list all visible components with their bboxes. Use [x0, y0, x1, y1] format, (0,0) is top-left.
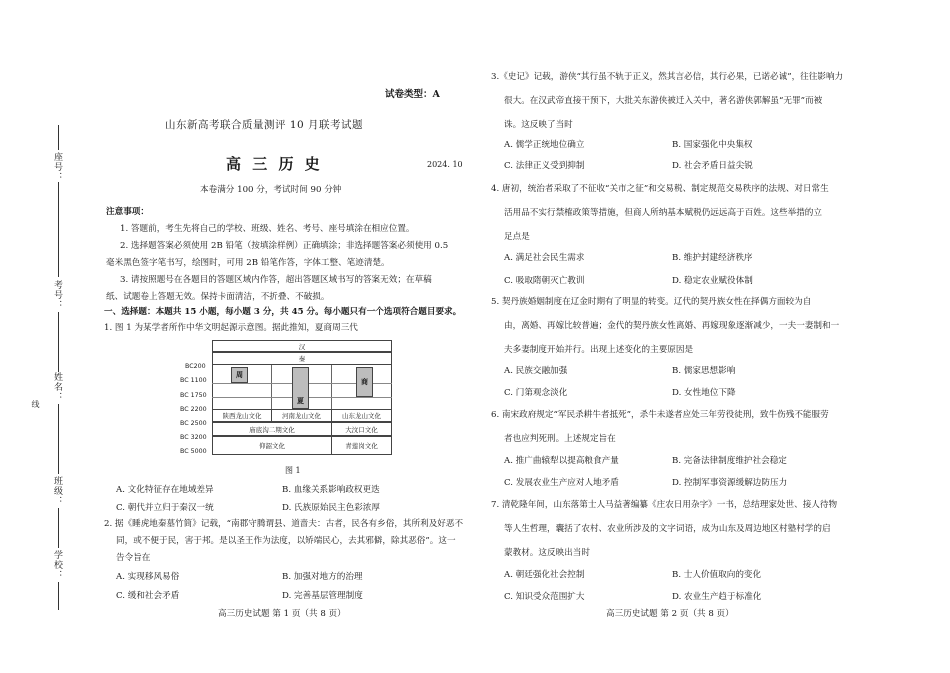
option: C. 法律正义受到抑制	[504, 161, 585, 171]
bc-label: BC 5000	[180, 448, 207, 455]
bc-label: BC 2200	[180, 406, 207, 413]
option: A. 实现移风易俗	[116, 572, 180, 582]
note-line: 纸、试题卷上答题无效。保持卡面清洁，不折叠、不破损。	[106, 292, 330, 302]
exam-name: 山东新高考联合质量测评 10 月联考试题	[165, 119, 364, 131]
qin-band: 秦	[212, 352, 392, 365]
option: B. 儒家思想影响	[672, 366, 736, 376]
q5-line: 5. 契丹族婚姻制度在辽金时期有了明显的转变。辽代的契丹族女性在择偶方面较为自	[491, 297, 812, 307]
seat-label: 座号：	[52, 152, 62, 182]
q5-line: 夫多妻制度开始并行。出现上述变化的主要原因是	[504, 345, 694, 355]
option: C. 知识受众范围扩大	[504, 592, 585, 602]
q3-line: 很大。在汉武帝直接干预下，大批关东游侠被迁入关中，著名游侠郭解虽“无罪”而被	[504, 96, 823, 106]
figure-caption: 图 1	[285, 466, 301, 475]
option: A. 民族交融加强	[504, 366, 568, 376]
culture-f: 仰韶文化	[212, 436, 332, 455]
note-line: 1. 答题前，考生先将自己的学校、班级、姓名、考号、座号填涂在相应位置。	[120, 224, 415, 234]
xia-block: 夏	[292, 367, 309, 409]
footer-left: 高三历史试题 第 1 页（共 8 页）	[218, 609, 346, 619]
q4-line: 活用品不实行禁榷政策等措施，但商人所纳基本赋税仍远远高于百姓。这些举措的立	[504, 208, 822, 218]
q4-line: 4. 唐初，统治者采取了不征收“关市之征”和交易税、制定规范交易秩序的法规、对日常生	[491, 184, 829, 194]
culture-g: 青莲岗文化	[331, 436, 392, 455]
q6-line: 6. 南宋政府规定“军民杀耕牛者抵死”，杀牛未遂者应处三年劳役徒刑，致牛伤残不能服劳	[491, 410, 829, 420]
q1-stem: 1. 图 1 为某学者所作中华文明起源示意图。据此推知，夏商周三代	[104, 323, 358, 333]
notes-title: 注意事项：	[106, 207, 149, 217]
exam-no-label: 考号：	[52, 280, 62, 310]
option: A. 朝廷强化社会控制	[504, 570, 585, 580]
culture-a: 陕西龙山文化	[212, 409, 272, 422]
bc-label: BC 2500	[180, 420, 207, 427]
option: D. 社会矛盾日益尖锐	[672, 161, 753, 171]
option: B. 血缘关系影响政权更迭	[282, 485, 380, 495]
option: D. 氏族原始民主色彩浓厚	[282, 503, 380, 513]
option: A. 文化特征存在地域差异	[116, 485, 214, 495]
q2-line: 2. 据《睡虎地秦墓竹简》记载，“南郡守腾谓县、道啬夫：古者，民各有乡俗，其所利及好恶不	[104, 519, 464, 529]
q7-line: 蒙教材。这反映出当时	[504, 548, 590, 558]
q6-line: 者也应判死刑。上述规定旨在	[504, 434, 616, 444]
bc-label: BC 1750	[180, 392, 207, 399]
footer-right: 高三历史试题 第 2 页（共 8 页）	[606, 609, 734, 619]
culture-e: 大汶口文化	[331, 422, 392, 436]
q7-line: 等人生哲理，囊括了农村、农业所涉及的文字词语，成为山东及周边地区村塾村学的启	[504, 524, 831, 534]
option: B. 加强对地方的治理	[282, 572, 363, 582]
option: A. 儒学正统地位确立	[504, 140, 585, 150]
exam-date: 2024. 10	[427, 160, 463, 169]
option: D. 完善基层管理制度	[282, 591, 363, 601]
culture-b: 河南龙山文化	[271, 409, 332, 422]
name-label: 姓名：	[52, 372, 62, 402]
option: B. 维护封建经济秩序	[672, 253, 753, 263]
class-label: 班级：	[52, 476, 62, 506]
q2-line: 同，或不便于民，害于邦。是以圣王作为法度，以矫端民心，去其邪僻，除其恶俗”。这一	[116, 536, 456, 546]
shang-block: 商	[356, 367, 373, 397]
option: B. 士人价值取向的变化	[672, 570, 762, 580]
option: D. 稳定农业赋役体制	[672, 276, 753, 286]
option: D. 女性地位下降	[672, 388, 736, 398]
subject-title: 高 三 历 史	[226, 155, 323, 173]
option: C. 缓和社会矛盾	[116, 591, 180, 601]
q2-line: 告令旨在	[116, 553, 151, 563]
option: C. 发展农业生产应对人地矛盾	[504, 478, 619, 488]
option: C. 吸取隋朝灭亡教训	[504, 276, 585, 286]
option: D. 农业生产趋于标准化	[672, 592, 762, 602]
note-line: 2. 选择题答案必须使用 2B 铅笔（按填涂样例）正确填涂；非选择题答案必须使用 0.5	[120, 241, 449, 251]
han-band: 汉	[212, 340, 392, 352]
culture-c: 山东龙山文化	[331, 409, 392, 422]
section-heading: 一、选择题：本题共 15 小题，每小题 3 分，共 45 分。每小题只有一个选项符合题目要求。	[104, 307, 462, 317]
cut-line-char: 线	[31, 400, 40, 409]
q7-line: 7. 清乾隆年间，山东落第士人马益著编纂《庄农日用杂字》一书，总结理家处世、接人待物	[491, 500, 838, 510]
note-line: 毫米黑色签字笔书写，绘图时，可用 2B 铅笔作答，字体工整、笔迹清楚。	[106, 258, 390, 268]
note-line: 3. 请按照题号在各题目的答题区域内作答，超出答题区域书写的答案无效；在草稿	[120, 275, 432, 285]
option: D. 控制军事资源缓解边防压力	[672, 478, 788, 488]
school-label: 学校：	[52, 550, 62, 580]
option: C. 朝代并立归于秦汉一统	[116, 503, 214, 513]
option: C. 门第观念淡化	[504, 388, 568, 398]
bc-label: BC 3200	[180, 434, 207, 441]
score-info: 本卷满分 100 分，考试时间 90 分钟	[200, 185, 342, 195]
culture-d: 庙底沟二期文化	[212, 422, 332, 436]
q3-line: 诛。这反映了当时	[504, 120, 573, 130]
q4-line: 足点是	[504, 232, 530, 242]
option: B. 完备法律制度维护社会稳定	[672, 456, 787, 466]
paper-type: 试卷类型：A	[385, 89, 440, 100]
option: A. 推广曲辕犁以提高粮食产量	[504, 456, 619, 466]
option: B. 国家强化中央集权	[672, 140, 753, 150]
option: A. 满足社会民生需求	[504, 253, 585, 263]
q3-line: 3.《史记》记载，游侠“其行虽不轨于正义，然其言必信，其行必果，已诺必诚”，往往影响力	[491, 72, 844, 82]
zhou-block: 周	[231, 367, 248, 383]
q5-line: 由，离婚、再嫁比较普遍；金代的契丹族女性离婚、再嫁现象逐渐减少，一夫一妻制和一	[504, 321, 840, 331]
bc-label: BC200	[185, 363, 206, 370]
bc-label: BC 1100	[180, 377, 207, 384]
